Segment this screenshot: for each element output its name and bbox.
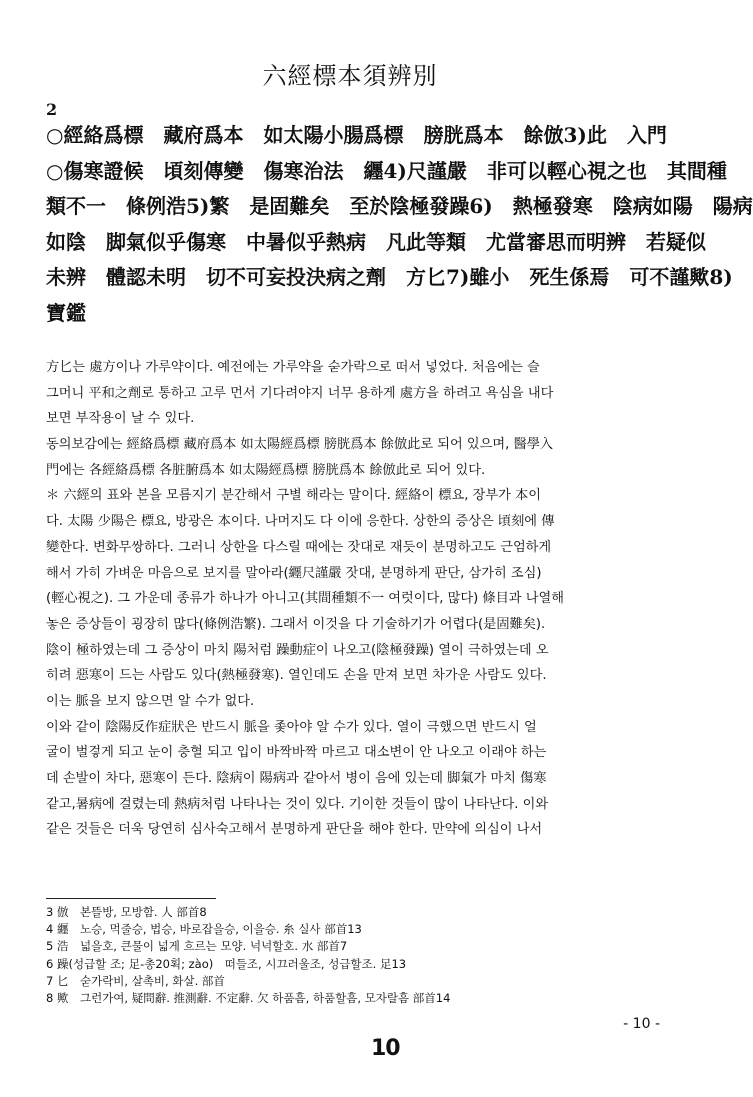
body-line: 해서 가히 가벼운 마음으로 보지를 말아라(纒尺謹嚴 잣대, 분명하게 판단, 삼가히 조심) xyxy=(46,565,542,581)
body-line: 같고,暑病에 걸렸는데 熱病처럼 나타나는 것이 있다. 기이한 것들이 많이 나타난다. 이와 xyxy=(46,796,549,812)
footnote-divider xyxy=(46,898,216,899)
footnote: 3 倣 본뜰방, 모방함. 人 部首8 xyxy=(46,905,207,919)
classical-line: 如陰 脚氣似乎傷寒 中暑似乎熱病 凡此等類 尤當審思而明辨 若疑似 xyxy=(46,229,706,254)
page-number: - 10 - xyxy=(623,1016,660,1032)
body-line: 이는 脈을 보지 않으면 알 수가 없다. xyxy=(46,693,255,709)
body-line: 데 손발이 차다, 惡寒이 든다. 陰病이 陽病과 같아서 병이 음에 있는데 脚氣가 마치 傷寒 xyxy=(46,771,547,786)
body-line: 다. 太陽 少陽은 標요, 방광은 本이다. 나머지도 다 이에 응한다. 상한의 증상은 頃刻에 傳 xyxy=(46,514,555,530)
footnote: 8 歟 그런가여, 疑問辭. 推測辭. 不定辭. 欠 하품흠, 하품할흠, 모자랄흠 部首14 xyxy=(46,990,451,1005)
classical-line: 類不一 條例浩5)繁 是固難矣 至於陰極發躁6) 熱極發寒 陰病如陽 陽病 xyxy=(46,194,753,218)
footnote: 7 匕 숟가락비, 살촉비, 화살. 部首 xyxy=(46,973,225,988)
section-number: 2 xyxy=(46,100,58,119)
footnotes xyxy=(46,904,666,1007)
footnote: 6 躁(성급할 조; 足-총20획; zào) 떠들조, 시끄러울조, 성급할조. 足13 xyxy=(46,956,407,971)
classical-line: ○傷寒證候 頃刻傳變 傷寒治法 纒4)尺謹嚴 非可以輕心視之也 其間種 xyxy=(46,158,727,183)
body-line: 方匕는 處方이나 가루약이다. 예전에는 가루약을 숟가락으로 떠서 넣었다. 처음에는 슬 xyxy=(46,360,540,375)
body-line: 門에는 各經絡爲標 各脏腑爲本 如太陽經爲標 膀胱爲本 餘倣此로 되어 있다. xyxy=(46,462,486,478)
body-line: 굴이 벌겋게 되고 눈이 충혈 되고 입이 바짝바짝 마르고 대소변이 안 나오고 이래야 하는 xyxy=(46,745,547,761)
body-line: 變한다. 변화무쌍하다. 그러니 상한을 다스릴 때에는 잣대로 재듯이 분명하고도 근엄하게 xyxy=(46,539,552,555)
body-line: 놓은 증상들이 굉장히 많다(條例浩繁). 그래서 이것을 다 기술하기가 어렵다(是固難矣). xyxy=(46,616,546,632)
body-line: ＊ 六經의 표와 본을 모름지기 분간해서 구별 해라는 말이다. 經絡이 標요, 장부가 本이 xyxy=(46,488,541,504)
classical-line: 未辨 體認未明 切不可妄投決病之劑 方匕7)雖小 死生係焉 可不謹歟8) xyxy=(46,265,733,289)
footnote: 4 纒 노승, 먹줄승, 법승, 바로잡을승, 이을승. 糸 실사 部首13 xyxy=(46,922,362,937)
handwritten-page-number: 10 xyxy=(371,1036,400,1061)
classical-line: ○經絡爲標 藏府爲本 如太陽小腸爲標 膀胱爲本 餘倣3)此 入門 xyxy=(46,123,667,147)
body-line: 동의보감에는 經絡爲標 藏府爲本 如太陽經爲標 膀胱爲本 餘倣此로 되어 있으며, 醫學入 xyxy=(46,437,554,453)
footnote: 5 浩 넓을호, 큰물이 넓게 흐르는 모양. 넉넉할호. 水 部首7 xyxy=(46,939,348,954)
body-line: 그머니 平和之劑로 통하고 고루 먼서 기다려야지 너무 용하게 處方을 하려고 욕심을 내다 xyxy=(46,385,554,401)
classical-text-block xyxy=(46,118,753,331)
body-line: 보면 부작용이 날 수 있다. xyxy=(46,411,195,427)
body-line: (輕心視之). 그 가운데 종류가 하나가 아니고(其間種類不一 여럿이다, 많다) 條目과 나열해 xyxy=(46,591,564,607)
page-title: 六經標本須辨別 xyxy=(262,62,438,90)
body-line: 陰이 極하였는데 그 증상이 마치 陽처럼 躁動症이 나오고(陰極發躁) 열이 극하였는데 오 xyxy=(46,642,549,658)
commentary-text-block xyxy=(46,355,672,843)
body-line: 같은 것들은 더욱 당연히 심사숙고해서 분명하게 판단을 해야 한다. 만약에 의심이 나서 xyxy=(46,822,543,838)
body-line: 히려 惡寒이 드는 사람도 있다(熱極發寒). 열인데도 손을 만져 보면 차가운 사람도 있다. xyxy=(46,668,547,684)
classical-line: 寶鑑 xyxy=(46,300,86,325)
body-line: 이와 같이 陰陽反作症狀은 반드시 脈을 좇아야 알 수가 있다. 열이 극했으면 반드시 얼 xyxy=(46,719,537,735)
